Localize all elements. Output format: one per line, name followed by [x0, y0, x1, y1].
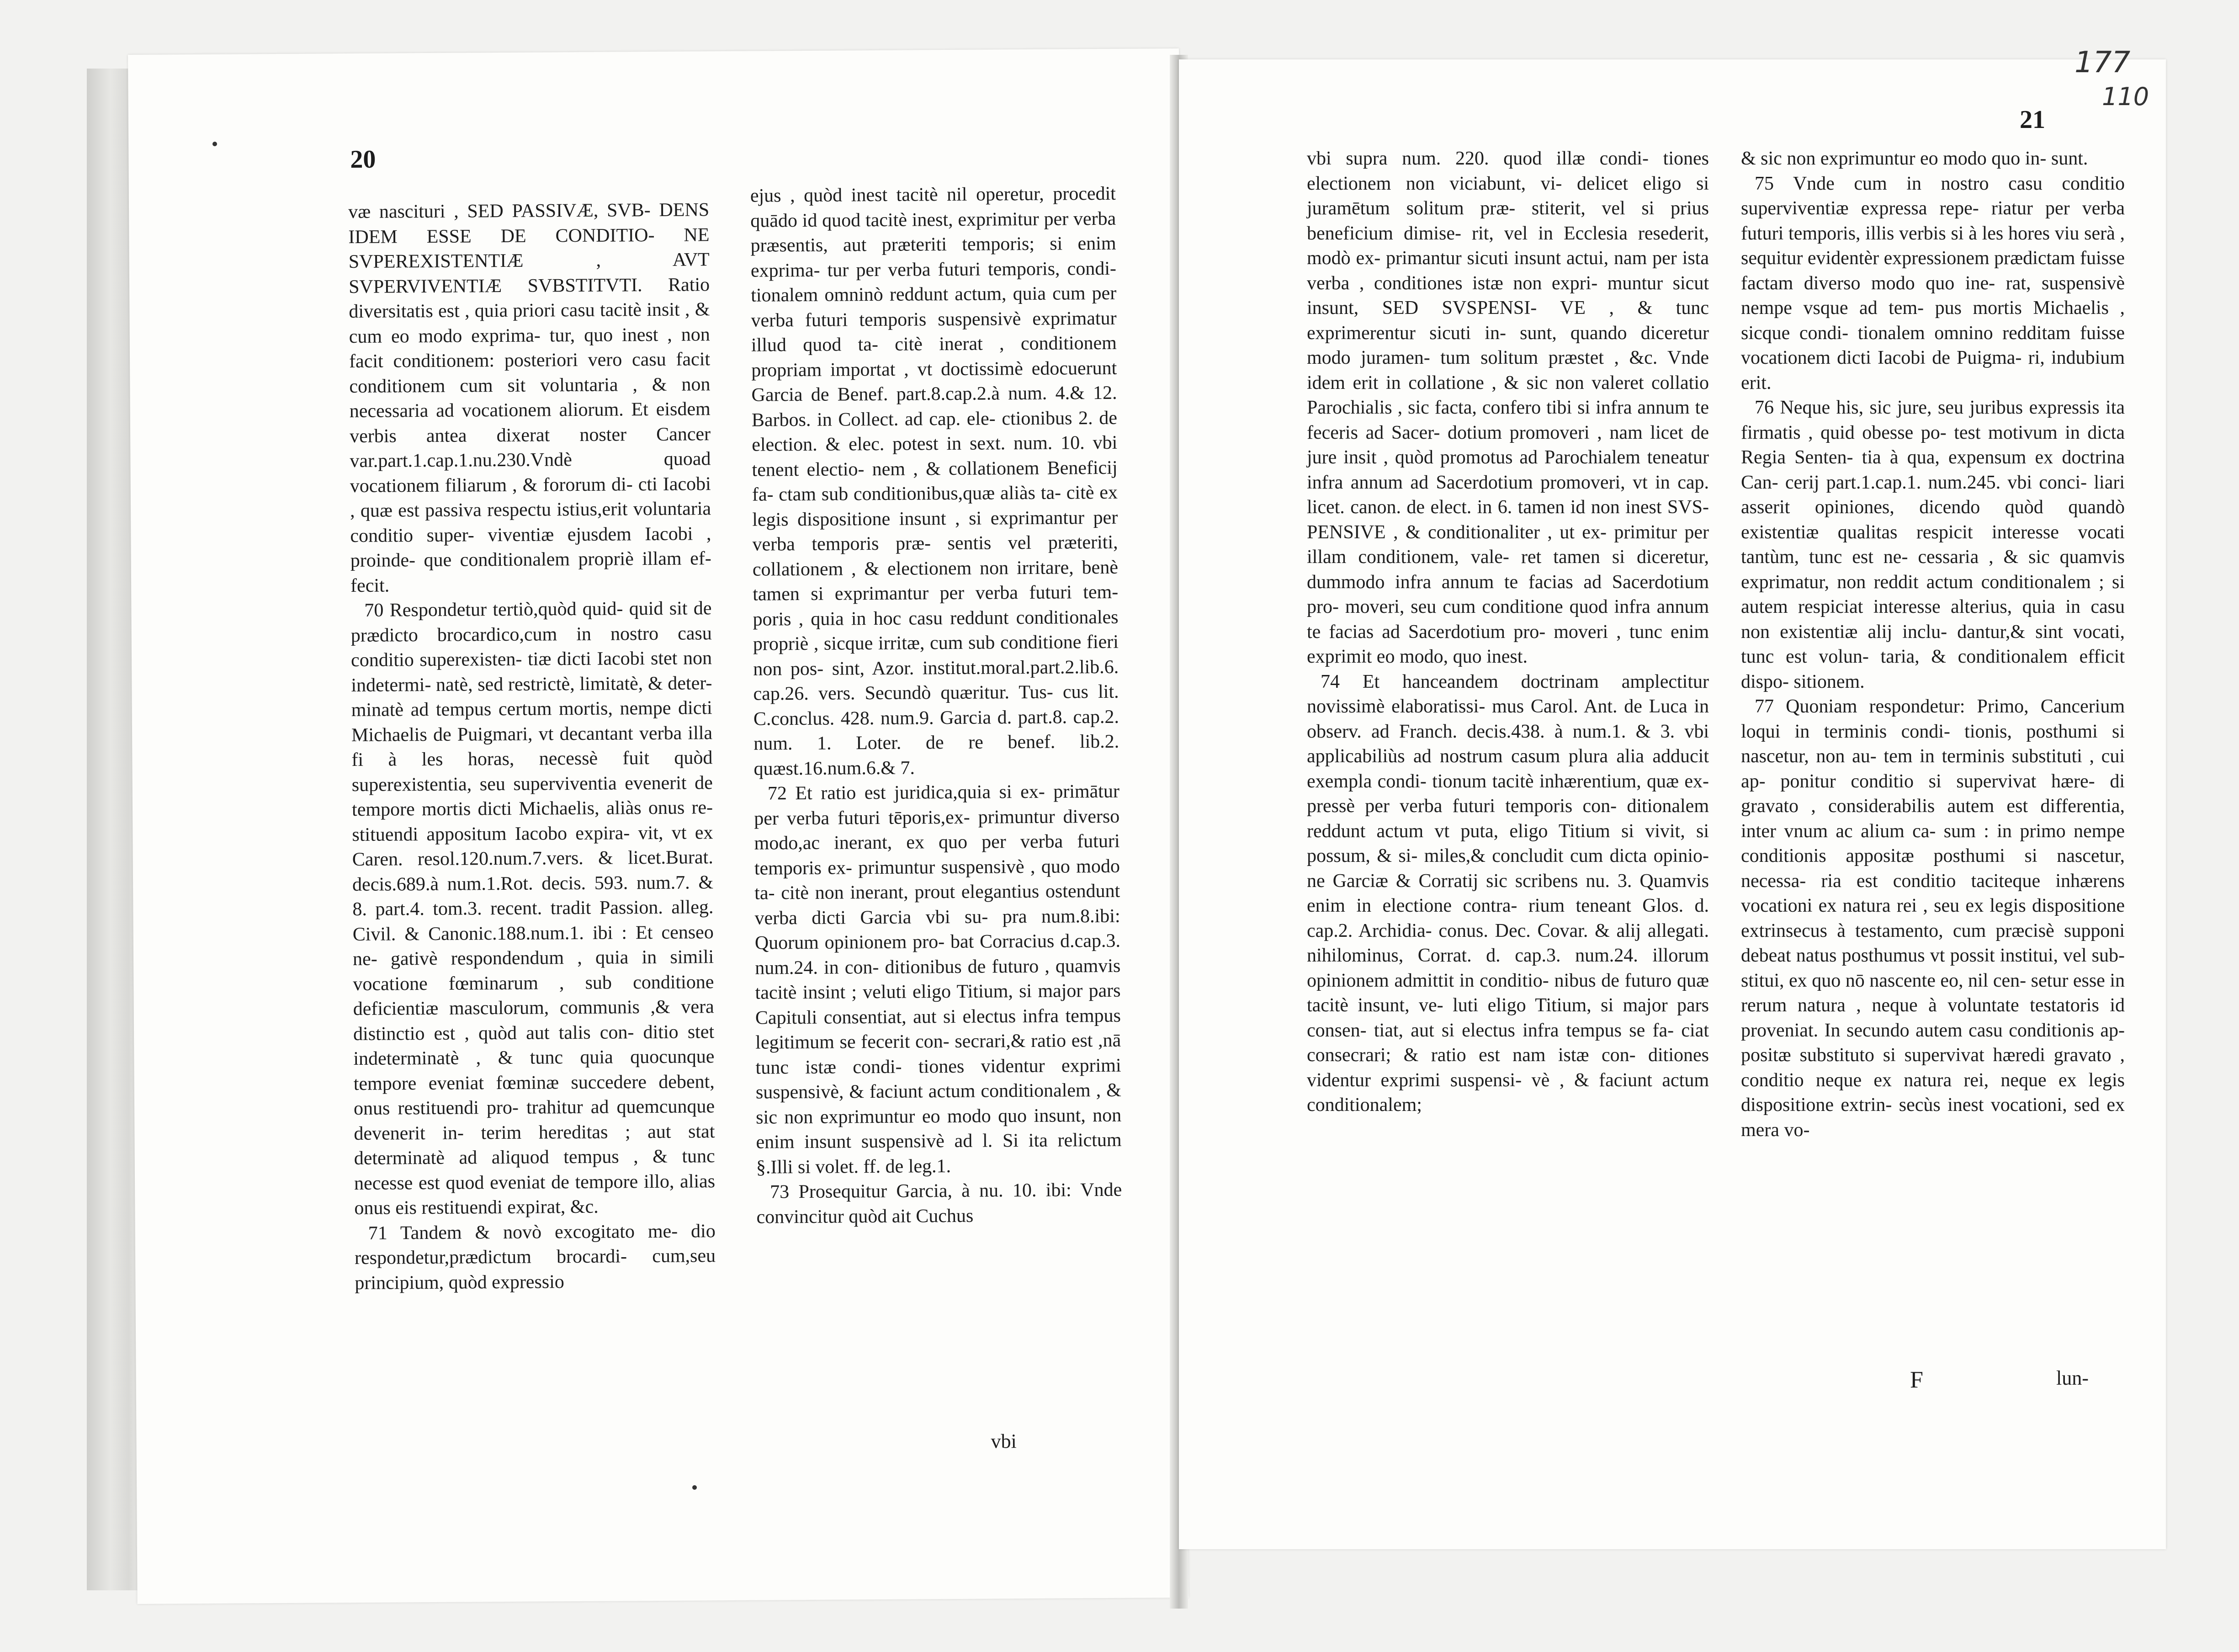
- paragraph: & sic non exprimuntur eo modo quo in- sunt.: [1741, 148, 2088, 169]
- right-page-column-1: [1307, 146, 1709, 1118]
- catchword-left: vbi: [991, 1430, 1017, 1453]
- paragraph: 71 Tandem & novò excogitato me- dio respondetur,prædictum brocardi- cum,seu principium, quòd expressio: [354, 1220, 716, 1294]
- left-page-column-2: [750, 181, 1122, 1230]
- ink-mark: [692, 1485, 697, 1490]
- paragraph: 70 Respondetur tertiò,quòd quid- quid sit de prædicto brocardico,cum in nostro casu conditio superexisten- tiæ dicti Iacobi stet non indetermi- natè, sed restrictè, limitatè, & deter- minatè ad tempus certum mortis, nempe dicti Michaelis de Puigmari, vt decantant verba illa fi à les horas, necessè fuit quòd superexistentia, seu superviventia evenerit de tempore mortis dicti Michaelis, aliàs onus re- stituendi appositum Iacobo expira- vit, vt ex Caren. resol.120.num.7.vers. & licet.Burat. decis.689.à num.1.Rot. decis. 593. num.7. & 8. part.4. tom.3. recent. tradit Passion. alleg. Civil. & Canonic.188.num.1. ibi : Et censeo ne- gativè respondendum , quia in simili vocatione fœminarum , sub conditione deficientiæ masculorum, communis ,& vera distinctio est , quòd aut talis con- ditio stet indeterminatè , & tunc quia quocunque tempore eveniat fœminæ succedere debent, onus restituendi pro- trahitur ad quemcunque devenerit in- terim hereditas ; aut stat determinatè ad aliquod tempus , & tunc necesse est quod eveniat de tempore illo, alias onus eis restituendi expirat, &c.: [350, 598, 716, 1219]
- handwritten-folio-number: 177: [2075, 46, 2131, 80]
- paragraph: vbi supra num. 220. quod illæ condi- tiones electionem non viciabunt, vi- delicet eligo si juramētum solitum præ- stiterit, vel si prius beneficium dimise- rit, vel in Ecclesia resederit, modò ex- primantur sicuti insunt actui, nam per ista verba , conditiones istæ non expri- muntur sicut insunt, SED SVSPENSI- VE , & tunc exprimerentur sicuti in- sunt, quando diceretur modo juramen- tum solitum præstet , &c. Vnde idem erit in collatione , & sic non valeret collatio Parochialis , sic facta, confero tibi si infra annum te feceris ad Sacer- dotium promoveri , nam licet de jure insit , quòd promotus ad Parochialem teneatur infra annum ad Sacerdotium promoveri, vt in cap. licet. canon. de elect. in 6. tamen id non inest SVS- PENSIVE , & conditionaliter , ut ex- primitur per illam conditionem, vale- ret tamen si diceretur, dummodo infra annum te facias ad Sacerdotium pro- moveri, seu cum conditione quod infra annum te facias ad Sacerdotium pro- moveri , tunc enim exprimit eo modo, quo inest.: [1307, 148, 1709, 667]
- signature-mark: F: [1910, 1367, 1923, 1393]
- page-number-left: 20: [350, 145, 376, 174]
- page-number-right: 21: [2020, 106, 2045, 134]
- paragraph: 75 Vnde cum in nostro casu conditio superviventiæ expressa repe- riatur per verba futuri temporis, illis verbis si à les hores viu serà , sequitur evidentèr expressionem prædictam fuisse factam diverso modo quo ine- rat, suspensivè nempe vsque ad tem- pus mortis Michaelis , sicque condi- tionalem omnino redditam fuisse vocationem dicti Iacobi de Puigma- ri, indubium erit.: [1741, 173, 2125, 393]
- right-page: [1179, 59, 2166, 1549]
- paragraph: 77 Quoniam respondetur: Primo, Cancerium loqui in terminis condi- tionis, posthumi si nascetur, non au- tem in terminis substituti , cui ap- ponitur conditio si supervivat hære- di gravato , considerabilis autem est differentia, inter vnum ac alium ca- sum : in primo nempe conditionis appositæ posthumi si nascetur, necessa- ria est conditio taciteque inhærens vocationi ex natura rei , seu ex legis dispositione extrinsecus à testamento, cum præcisè supponi debeat natus posthumus vt possit institui, vel sub- stitui, ex quo nō nascente eo, nil cen- setur esse in rerum natura , neque à voluntate testatoris id proveniat. In secundo autem casu conditionis ap- positæ substituto si supervivat hæredi gravato , conditio neque ex natura rei, neque ex legis dispositione extrin- secùs inest vocationi, sed ex mera vo-: [1741, 696, 2125, 1141]
- left-page: [128, 48, 1188, 1604]
- left-page-column-1: [348, 197, 716, 1296]
- paragraph: væ nasciturі , SED PASSIVÆ, SVB- DENS IDEM ESSE DE CONDITIO- NE SVPEREXISTENTIÆ , AVT SVPERVIVENTIÆ SVBSTITVTI. Ratio diversitatis est , quia priori casu tacitè insit , & cum eo modo exprima- tur, quo inest , non facit conditionem: posteriori vero casu facit conditionem cum sit voluntaria , & non necessaria ad vocationem aliorum. Et eisdem verbis antea dixerat noster Cancer var.part.1.cap.1.nu.230.Vndè quoad vocationem filiarum , & fororum di- cti Iacobi , quæ est passiva respectu istius,erit voluntaria conditio super- viventiæ ejusdem Iacobi , proinde- que conditionalem propriè illam ef- fecit.: [348, 199, 711, 596]
- paragraph: 74 Et hanceandem doctrinam amplectitur novissimè elaboratissi- mus Carol. Ant. de Luca in observ. ad Franch. decis.438. à num.1. & 3. vbi applicabiliùs ad nostrum casum plura alia adducit exempla condi- tionum tacitè inhærentium, quæ ex- pressè per verba futuri temporis con- ditionalem reddunt actum vt puta, eligo Titium si vivit, si possum, & si- miles,& concludit cum dicta opinio- ne Garciæ & Corratij sic scribens nu. 3. Quamvis enim in electione contra- rium teneant Glos. d. cap.2. Archidia- conus. Dec. Covar. & alij allegati. nihilominus, Corrat. d. cap.3. num.24. illorum opinionem admittit in conditio- nibus de futuro quæ tacitè insunt, ve- luti eligo Titium, si major pars consen- tiat, aut si electus infra tempus se fa- ciat consecrari; & ratio est nam istæ con- ditiones videntur exprimi suspensi- vè , & faciunt actum conditionalem;: [1307, 671, 1709, 1115]
- right-page-column-2: [1741, 146, 2125, 1142]
- paragraph: 76 Neque his, sic jure, seu juribus expressis ita firmatis , quid obesse po- test motivum in dicta Regia Senten- tia à qua, expensum ex doctrina Can- cerij part.1.cap.1. num.245. vbi conci- liari asserit opiniones, dicendo quòd quandò existentiæ qualitas respicit interesse vocati tantùm, tunc est ne- cessaria , & sic quamvis exprimatur, non reddit actum conditionalem ; si autem respiciat interesse alterius, quia in casu non existentiæ alij inclu- dantur,& sint vocati, tunc est volun- taria, & conditionalem efficit dispo- sitionem.: [1741, 397, 2125, 692]
- paragraph: 73 Prosequitur Garcia, à nu. 10. ibi: Vnde convincitur quòd ait Cuchus: [756, 1179, 1122, 1228]
- catchword-right: lun-: [2056, 1367, 2089, 1389]
- paragraph: 72 Et ratio est juridica,quia si ex- primātur per verba futuri tēporis,ex- primuntur diverso modo,ac inerant, ex quo per verba futuri temporis ex- primuntur suspensivè , quo modo ta- citè non inerant, prout elegantius ostendunt verba dicti Garcia vbi su- pra num.8.ibi: Quorum opinionem pro- bat Corracius d.cap.3. num.24. in con- ditionibus de futuro , quamvis tacitè insint ; veluti eligo Titium, si major pars Capituli consentiat, aut si electus infra tempus legitimum se fecerit con- secrari,& ratio est ,nā tunc istæ condi- tiones videntur exprimi suspensivè, & faciunt actum conditionalem , & sic non exprimuntur eo modo quo insunt, non enim insunt suspensivè ad l. Si ita relictum §.Illi si volet. ff. de leg.1.: [754, 781, 1122, 1178]
- ink-mark: [212, 142, 217, 146]
- handwritten-secondary-number: 110: [2102, 82, 2149, 111]
- paragraph: ejus , quòd inest tacitè nil operetur, procedit quādo id quod tacitè inest, exprimitur per verba præsentis, aut præteriti temporis; si enim exprima- tur per verba futuri temporis, condi- tionalem omninò reddunt actum, quia cum per verba futuri temporis suspensivè exprimatur illud quod ta- citè inerat , conditionem propriam importat , vt doctissimè edocuerunt Garcia de Benef. part.8.cap.2.à num. 4.& 12. Barbos. in Collect. ad cap. ele- ctionibus 2. de election. & elec. potest in sext. num. 10. vbi tenent electio- nem , & collationem Beneficij fa- ctam sub conditionibus,quæ aliàs ta- citè ex legis dispositione insunt , si exprimantur per verba temporis præ- sentis vel præteriti, collationem , & electionem non irritare, benè tamen si exprimantur per verba futuri tem- poris , quia in hoc casu reddunt conditionales propriè , sicque irritæ, cum sub conditione fieri non pos- sint, Azor. institut.moral.part.2.lib.6. cap.26. vers. Secundò quæritur. Tus- cus lit. C.conclus. 428. num.9. Garcia d. part.8. cap.2. num. 1. Loter. de re benef. lib.2. quæst.16.num.6.& 7.: [750, 183, 1120, 780]
